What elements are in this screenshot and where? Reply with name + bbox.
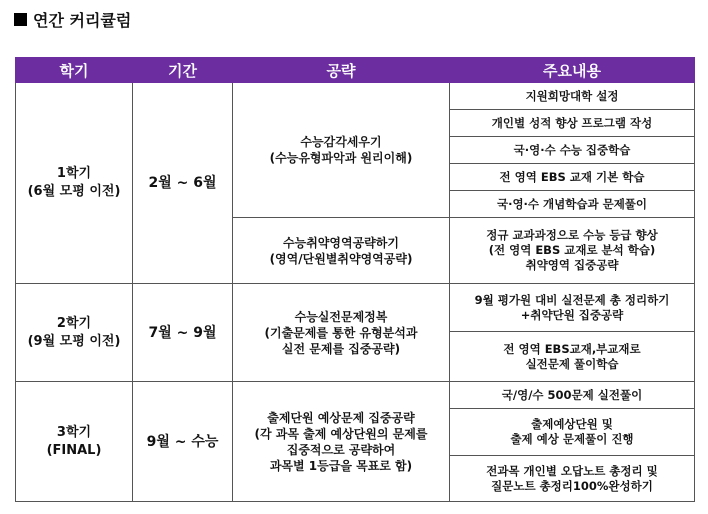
section-title [14, 8, 131, 30]
strategy-cell: 수능실전문제정복 (기출문제를 통한 유형분석과 실전 문제를 집중공략) [233, 284, 450, 382]
header-row [16, 58, 695, 83]
header-strategy: 공략 [233, 58, 450, 83]
content-cell: 9월 평가원 대비 실전문제 총 정리하기 +취약단원 집중공략 [450, 284, 695, 332]
table-row [16, 382, 695, 409]
content-cell: 국·영·수 개념학습과 문제풀이 [450, 191, 695, 218]
content-cell: 지원희망대학 설정 [450, 83, 695, 110]
content-cell: 개인별 성적 향상 프로그램 작성 [450, 110, 695, 137]
strategy-cell: 수능감각세우기 (수능유형파악과 원리이해) [233, 83, 450, 218]
header-semester: 학기 [16, 58, 133, 83]
period-cell: 7월 ~ 9월 [133, 284, 233, 382]
period-cell: 9월 ~ 수능 [133, 382, 233, 502]
table-row [16, 284, 695, 332]
square-bullet-icon [14, 13, 27, 26]
content-cell: 출제예상단원 및 출제 예상 문제풀이 진행 [450, 409, 695, 456]
strategy-cell: 출제단원 예상문제 집중공략 (각 과목 출제 예상단원의 문제를 집중적으로 공략하여 과목별 1등급을 목표로 함) [233, 382, 450, 502]
content-cell: 국·영·수 수능 집중학습 [450, 137, 695, 164]
strategy-cell: 수능취약영역공략하기 (영역/단원별취약영역공략) [233, 218, 450, 284]
header-content: 주요내용 [450, 58, 695, 83]
header-period: 기간 [133, 58, 233, 83]
content-cell: 전과목 개인별 오답노트 총정리 및 질문노트 총정리100%완성하기 [450, 456, 695, 502]
semester-cell: 1학기 (6월 모평 이전) [16, 83, 133, 284]
semester-cell: 2학기 (9월 모평 이전) [16, 284, 133, 382]
content-cell: 전 영역 EBS 교재 기본 학습 [450, 164, 695, 191]
content-cell: 전 영역 EBS교재,부교재로 실전문제 풀이학습 [450, 332, 695, 382]
curriculum-table [15, 57, 695, 502]
content-cell: 정규 교과과정으로 수능 등급 향상 (전 영역 EBS 교재로 분석 학습) 취약영역 집중공략 [450, 218, 695, 284]
table-row [16, 83, 695, 110]
period-cell: 2월 ~ 6월 [133, 83, 233, 284]
content-cell: 국/영/수 500문제 실전풀이 [450, 382, 695, 409]
semester-cell: 3학기 (FINAL) [16, 382, 133, 502]
section-title-text: 연간 커리큘럼 [33, 10, 132, 30]
